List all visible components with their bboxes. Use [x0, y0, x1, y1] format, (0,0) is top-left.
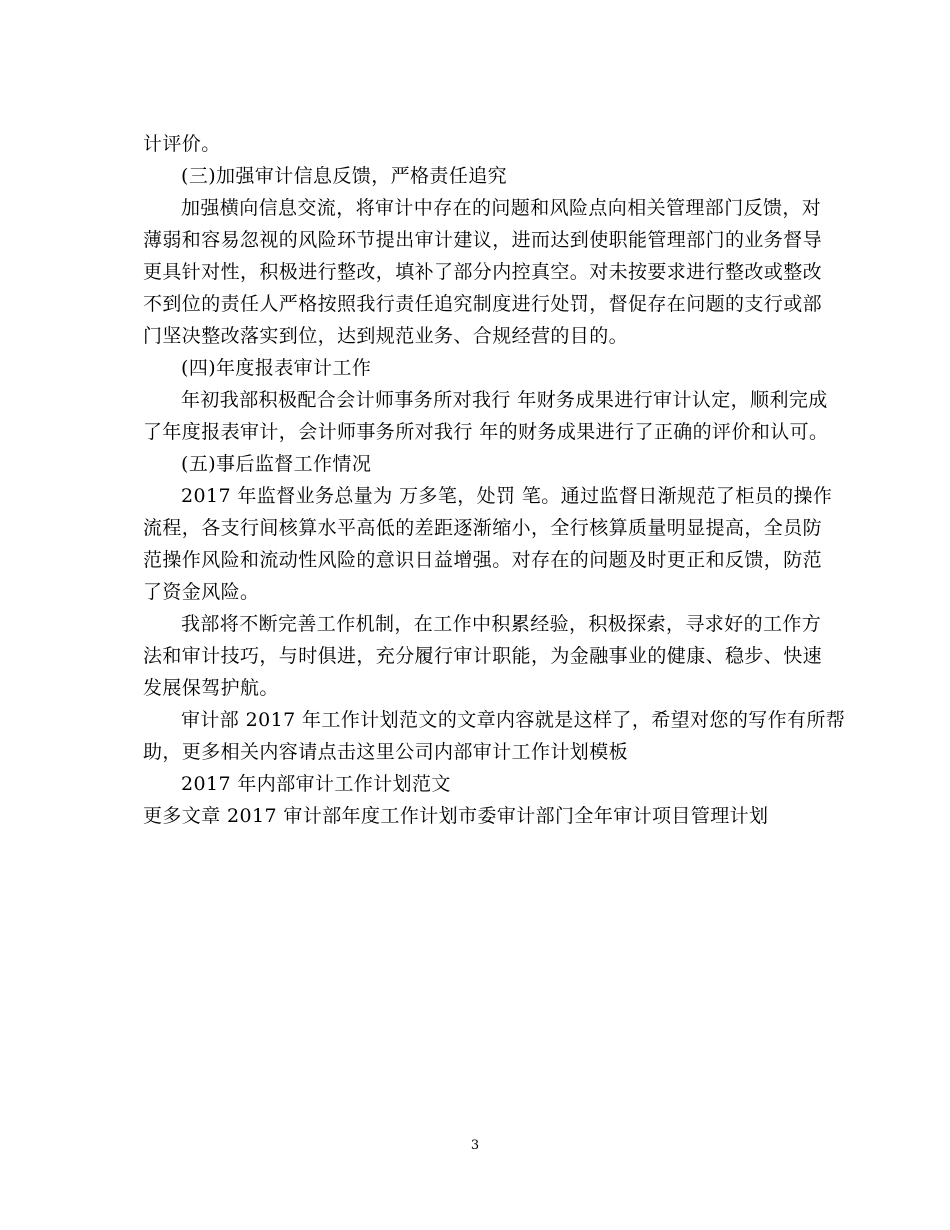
paragraph-line: 审计部 2017 年工作计划范文的文章内容就是这样了，希望对您的写作有所帮 — [181, 709, 846, 731]
paragraph-line: 范操作风险和流动性风险的意识日益增强。对存在的问题及时更正和反馈，防范 — [143, 549, 823, 571]
paragraph-line: 我部将不断完善工作机制，在工作中积累经验，积极探索，寻求好的工作方 — [181, 613, 822, 635]
document-body — [143, 128, 846, 832]
paragraph-line: 年初我部积极配合会计师事务所对我行 年财务成果进行审计认定，顺利完成 — [181, 389, 828, 411]
section-heading: (四)年度报表审计工作 — [181, 357, 372, 379]
section-heading: (五)事后监督工作情况 — [181, 453, 372, 475]
paragraph-line: 不到位的责任人严格按照我行责任追究制度进行处罚，督促存在问题的支行或部 — [143, 293, 823, 315]
paragraph-line: 2017 年监督业务总量为 万多笔，处罚 笔。通过监督日渐规范了柜员的操作 — [181, 485, 833, 507]
paragraph-line: 法和审计技巧，与时俱进，充分履行审计职能，为金融事业的健康、稳步、快速 — [143, 645, 823, 667]
page-number: 3 — [470, 1138, 480, 1153]
paragraph-line: 流程，各支行间核算水平高低的差距逐渐缩小，全行核算质量明显提高，全员防 — [143, 517, 823, 539]
more-articles-line: 更多文章 2017 审计部年度工作计划市委审计部门全年审计项目管理计划 — [143, 805, 769, 827]
paragraph-line: 了年度报表审计，会计师事务所对我行 年的财务成果进行了正确的评价和认可。 — [143, 421, 829, 443]
paragraph-line: 加强横向信息交流，将审计中存在的问题和风险点向相关管理部门反馈，对 — [181, 197, 822, 219]
paragraph-line: 了资金风险。 — [143, 581, 260, 603]
section-heading: (三)加强审计信息反馈，严格责任追究 — [181, 165, 508, 187]
paragraph-line: 计评价。 — [143, 133, 221, 155]
paragraph-line: 薄弱和容易忽视的风险环节提出审计建议，进而达到使职能管理部门的业务督导 — [143, 229, 823, 251]
paragraph-line: 更具针对性，积极进行整改，填补了部分内控真空。对未按要求进行整改或整改 — [143, 261, 823, 283]
paragraph-line: 发展保驾护航。 — [143, 677, 279, 699]
paragraph-line: 门坚决整改落实到位，达到规范业务、合规经营的目的。 — [143, 325, 629, 347]
paragraph-line: 助，更多相关内容请点击这里公司内部审计工作计划模板 — [143, 741, 629, 763]
related-article-title: 2017 年内部审计工作计划范文 — [181, 773, 451, 795]
